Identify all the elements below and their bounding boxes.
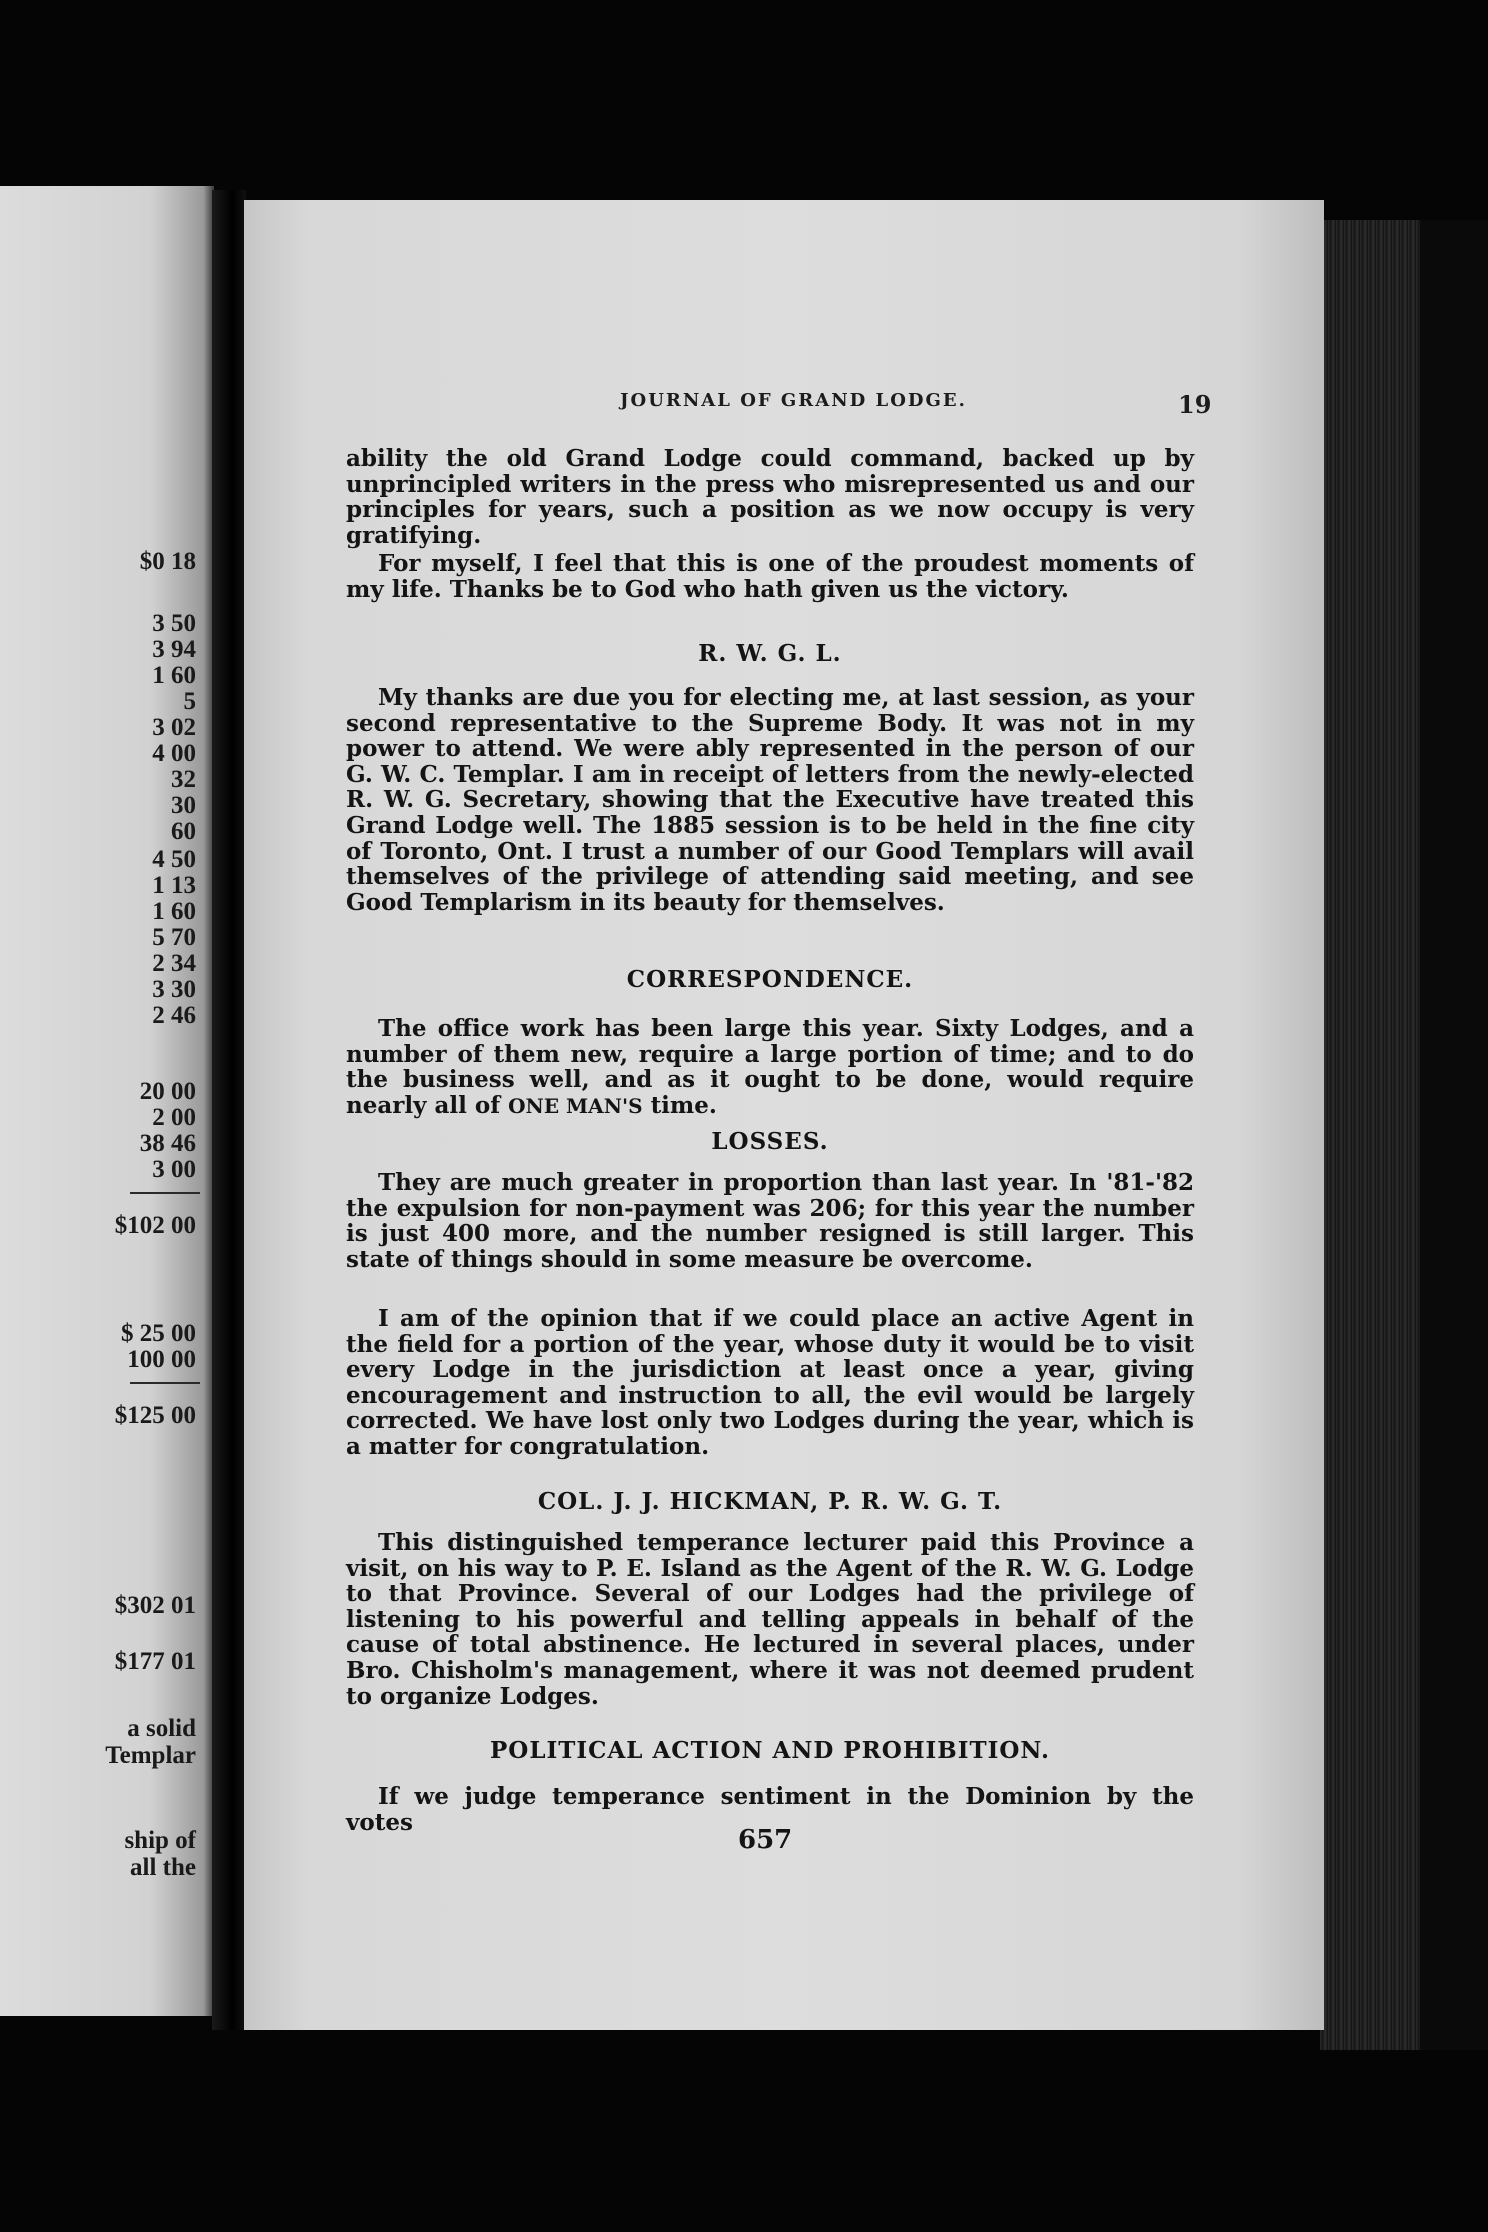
left-page-value: 32 bbox=[171, 766, 196, 793]
left-page-value: $102 00 bbox=[114, 1212, 196, 1239]
paragraph-political-action: If we judge temperance sentiment in the Dominion by the votes bbox=[346, 1783, 1194, 1836]
paragraph-continuation: ability the old Grand Lodge could command, backed up by unprincipled writers in the press who misrepresented us and our principles for years, such a position as we now occupy is very gratifying. bbox=[346, 445, 1194, 549]
left-page-value: 1 60 bbox=[152, 898, 196, 925]
page-number: 19 bbox=[1178, 390, 1212, 419]
heading-hickman: COL. J. J. HICKMAN, P. R. W. G. T. bbox=[537, 1488, 1003, 1515]
paragraph-agent: I am of the opinion that if we could place an active Agent in the field for a portion of the year, whose duty it would be to visit every Lodge in the jurisdiction at least once a year, giving encouragement and instruction to all, the evil would be largely corrected. We have lost only two Lodges during the year, which is a matter for congratulation. bbox=[346, 1305, 1194, 1460]
paragraph-losses: They are much greater in proportion than last year. In '81-'82 the expulsion for non-payment was 206; for this year the number is just 400 more, and the number resigned is still larger. This state of things should in some measure be overcome. bbox=[346, 1169, 1194, 1273]
left-page-value: 1 13 bbox=[152, 872, 196, 899]
left-page-value: $0 18 bbox=[139, 548, 196, 575]
left-page-value: 2 46 bbox=[152, 1002, 196, 1029]
correspondence-end: time. bbox=[650, 1091, 717, 1119]
running-head: JOURNAL OF GRAND LODGE. bbox=[620, 390, 967, 411]
left-page-value: $125 00 bbox=[114, 1402, 196, 1429]
left-page-value: 2 00 bbox=[152, 1104, 196, 1131]
left-page-value: $ 25 00 bbox=[121, 1320, 196, 1347]
book-gutter bbox=[212, 190, 246, 2030]
left-page-value: ship of bbox=[124, 1827, 196, 1854]
paragraph-rwgl: My thanks are due you for electing me, at last session, as your second representative to the Supreme Body. It was not in my power to attend. We were ably represented in the person of our G. W. C. Templar. I am in receipt of letters from the newly-elected R. W. G. Secretary, showing that the Executive have treated this Grand Lodge well. The 1885 session is to be held in the fine city of Toronto, Ont. I trust a number of our Good Templars will avail themselves of the privilege of attending said meeting, and see Good Templarism in its beauty for themselves. bbox=[346, 684, 1194, 916]
left-page-value: 3 30 bbox=[152, 976, 196, 1003]
paragraph-hickman: This distinguished temperance lecturer paid this Province a visit, on his way to P. E. Island as the Agent of the R. W. G. Lodge to that Province. Several of our Lodges had the privilege of listening to his powerful and telling appeals in behalf of the cause of total abstinence. He lectured in several places, under Bro. Chisholm's management, where it was not deemed prudent to organize Lodges. bbox=[346, 1529, 1194, 1710]
correspondence-text: The office work has been large this year. Sixty Lodges, and a number of them new, require a large portion of time; and to do the business well, and as it ought to be done, would require nearly all of bbox=[346, 1015, 1194, 1119]
left-page-value: 3 94 bbox=[152, 636, 196, 663]
paragraph-correspondence bbox=[346, 1016, 1194, 1119]
left-page-value: 5 70 bbox=[152, 924, 196, 951]
left-page-value: $177 01 bbox=[114, 1648, 196, 1675]
left-page-value: 3 00 bbox=[152, 1156, 196, 1183]
left-page-value: 2 34 bbox=[152, 950, 196, 977]
left-page-value: $302 01 bbox=[114, 1592, 196, 1619]
left-page-value: all the bbox=[130, 1854, 196, 1881]
left-page-value: 4 00 bbox=[152, 740, 196, 767]
left-page-value: 60 bbox=[171, 818, 196, 845]
heading-losses: LOSSES. bbox=[711, 1128, 829, 1155]
paragraph-proudest-moments: For myself, I feel that this is one of the proudest moments of my life. Thanks be to God who hath given us the victory. bbox=[346, 550, 1194, 603]
left-page-value: a solid bbox=[127, 1715, 196, 1742]
heading-rwgl: R. W. G. L. bbox=[698, 640, 842, 667]
signature-number: 657 bbox=[738, 1825, 793, 1855]
heading-political-action: POLITICAL ACTION AND PROHIBITION. bbox=[490, 1737, 1050, 1764]
left-page-value: 3 50 bbox=[152, 610, 196, 637]
left-page-value: 4 50 bbox=[152, 846, 196, 873]
left-page-value: Templar bbox=[105, 1742, 196, 1769]
correspondence-smallcaps: ONE MAN'S bbox=[508, 1093, 643, 1118]
left-page-value: 30 bbox=[171, 792, 196, 819]
left-page-value: 38 46 bbox=[139, 1130, 196, 1157]
left-page-value: 5 bbox=[183, 688, 196, 715]
left-page-sum-rule bbox=[130, 1192, 200, 1194]
left-page-value: 3 02 bbox=[152, 714, 196, 741]
left-page-value: 20 00 bbox=[139, 1078, 196, 1105]
left-page-value: 1 60 bbox=[152, 662, 196, 689]
left-page-value: 100 00 bbox=[127, 1346, 196, 1373]
book-edge-shadow bbox=[1420, 220, 1488, 2050]
left-page-fragment bbox=[0, 186, 214, 2016]
left-page-sum-rule bbox=[130, 1382, 200, 1384]
heading-correspondence: CORRESPONDENCE. bbox=[626, 966, 914, 993]
